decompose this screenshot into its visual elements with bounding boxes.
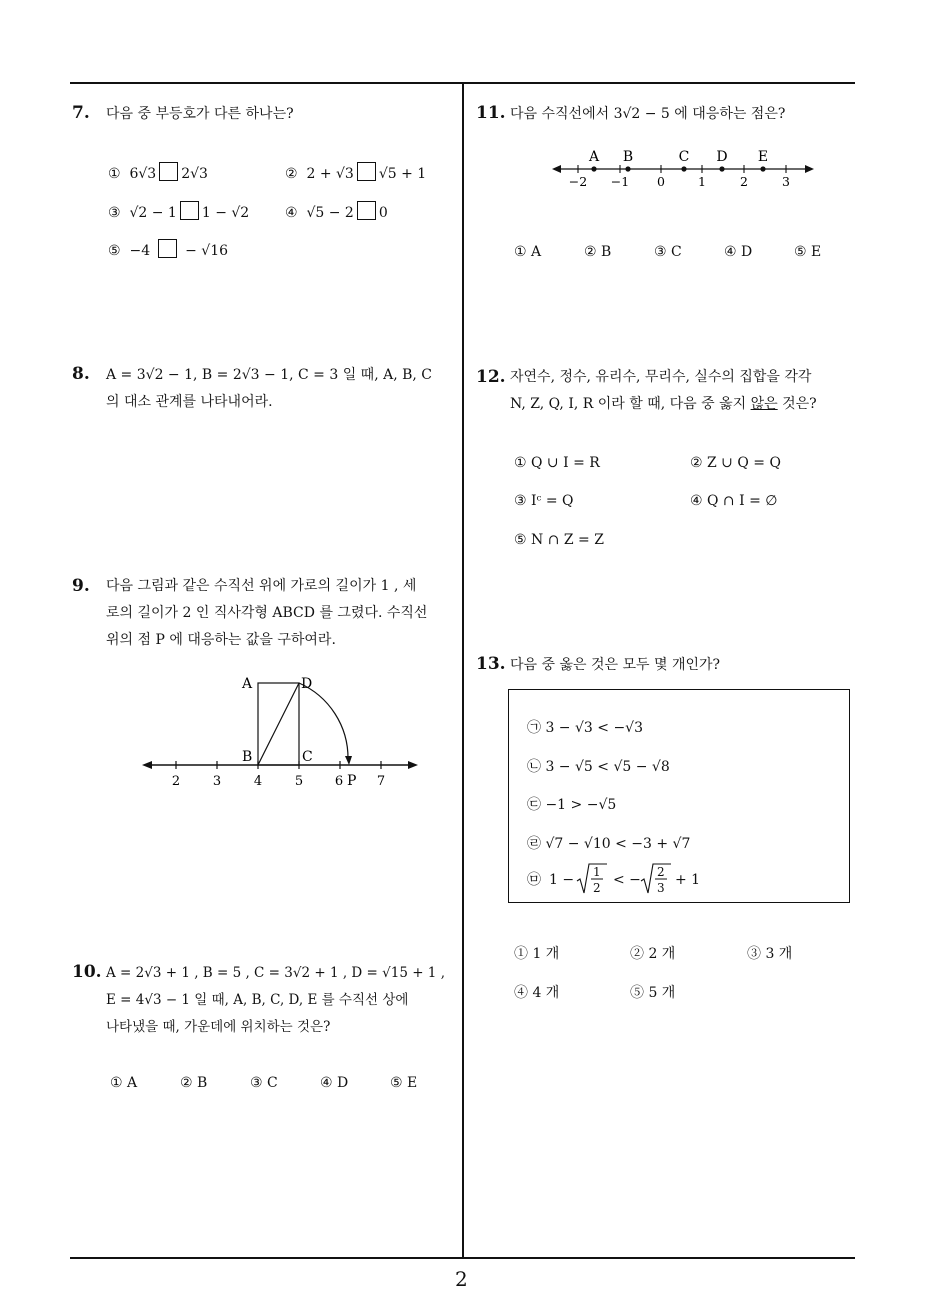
q9-tick-5: 5	[294, 774, 304, 789]
q9-number: 9.	[72, 576, 90, 596]
q11-point-e: E	[757, 149, 769, 165]
q13-option-4[interactable]: ④ 4 개	[514, 985, 560, 1001]
q11-option-2[interactable]: ② B	[584, 244, 612, 260]
q7-option-2[interactable]: ② 2 + √3 √5 + 1	[285, 162, 426, 182]
q12-option-3[interactable]: ③ Iᶜ = Q	[514, 493, 574, 509]
q10-option-3[interactable]: ③ C	[250, 1075, 278, 1091]
q9-tick-6: 6	[334, 774, 344, 789]
q13-item-1: ㉠ 3 − √3 < −√3	[527, 720, 644, 736]
q11-option-3[interactable]: ③ C	[654, 244, 682, 260]
blank-box	[159, 162, 178, 181]
q13-option-2[interactable]: ② 2 개	[630, 946, 676, 962]
svg-text:3: 3	[657, 881, 666, 895]
q12-option-4[interactable]: ④ Q ∩ I = ∅	[690, 493, 778, 509]
q11-text: 다음 수직선에서 3√2 − 5 에 대응하는 점은?	[510, 106, 786, 122]
q10-number: 10.	[72, 962, 102, 982]
svg-text:< −: < −	[613, 872, 642, 888]
q9-label-c: C	[302, 749, 313, 765]
q13-item-5	[527, 861, 715, 897]
q9-tick-4: 4	[253, 774, 263, 789]
q10-text: A = 2√3 + 1 , B = 5 , C = 3√2 + 1 , D = √15 + 1 , E = 4√3 − 1 일 때, A, B, C, D, E 를 수직선 상에 나타냈을 때, 가운데에 위치하는 것은?	[106, 965, 445, 1035]
q11-option-5[interactable]: ⑤ E	[794, 244, 822, 260]
q13-text: 다음 중 옳은 것은 모두 몇 개인가?	[510, 657, 721, 673]
q11-tick-0: 0	[657, 174, 665, 189]
q13-item-5-marker: ㉤	[527, 872, 541, 888]
q13-item-2: ㉡ 3 − √5 < √5 − √8	[527, 759, 670, 775]
q11-option-1[interactable]: ① A	[514, 244, 542, 260]
q7-option-4[interactable]: ④ √5 − 2 0	[285, 201, 388, 221]
svg-text:1: 1	[593, 865, 602, 879]
q12-option-5[interactable]: ⑤ N ∩ Z = Z	[514, 532, 604, 548]
q10-option-1[interactable]: ① A	[110, 1075, 138, 1091]
q11-tick-2: 2	[740, 174, 748, 189]
q10-option-2[interactable]: ② B	[180, 1075, 208, 1091]
q11-tick-neg1: −1	[610, 174, 630, 189]
q10-option-4[interactable]: ④ D	[320, 1075, 349, 1091]
q13-item-3: ㉢ −1 > −√5	[527, 797, 617, 813]
q13-number: 13.	[476, 654, 506, 674]
svg-text:1 −: 1 −	[549, 872, 575, 888]
q10-option-5[interactable]: ⑤ E	[390, 1075, 418, 1091]
q9-label-b: B	[242, 749, 253, 765]
q11-point-d: D	[716, 149, 728, 165]
svg-text:2: 2	[657, 865, 666, 879]
q9-figure	[140, 668, 430, 798]
q12-option-2[interactable]: ② Z ∪ Q = Q	[690, 455, 781, 471]
q13-item-4: ㉣ √7 − √10 < −3 + √7	[527, 836, 691, 852]
blank-box	[180, 201, 199, 220]
q9-label-d: D	[301, 676, 313, 692]
q13-option-5[interactable]: ⑤ 5 개	[630, 985, 676, 1001]
q13-option-1[interactable]: ① 1 개	[514, 946, 560, 962]
blank-box	[357, 162, 376, 181]
q11-point-a: A	[588, 149, 600, 165]
q9-tick-2: 2	[171, 774, 181, 789]
blank-box	[357, 201, 376, 220]
q8-text: A = 3√2 − 1, B = 2√3 − 1, C = 3 일 때, A, B, C 의 대소 관계를 나타내어라.	[106, 367, 433, 410]
q11-tick-3: 3	[782, 174, 790, 189]
q11-number: 11.	[476, 103, 506, 123]
q12-number: 12.	[476, 367, 506, 387]
q11-tick-1: 1	[698, 174, 706, 189]
q8-number: 8.	[72, 364, 90, 384]
q11-point-c: C	[678, 149, 690, 165]
svg-text:2: 2	[593, 881, 602, 895]
q13-option-3[interactable]: ③ 3 개	[747, 946, 793, 962]
q12-option-1[interactable]: ① Q ∪ I = R	[514, 455, 600, 471]
column-divider	[462, 82, 464, 1258]
bottom-rule	[70, 1257, 855, 1259]
q11-point-b: B	[622, 149, 634, 165]
q9-text: 다음 그림과 같은 수직선 위에 가로의 길이가 1 , 세 로의 길이가 2 인 직사각형 ABCD 를 그렸다. 수직선 위의 점 P 에 대응하는 값을 구하여라.	[106, 578, 428, 648]
q7-text: 다음 중 부등호가 다른 하나는?	[106, 106, 294, 122]
q12-text: 자연수, 정수, 유리수, 무리수, 실수의 집합을 각각 N, Z, Q, I, R 이라 할 때, 다음 중 옳지 않은 것은?	[510, 369, 817, 412]
q7-option-1[interactable]: ① 6√3 2√3	[108, 162, 208, 182]
q9-tick-7: 7	[376, 774, 386, 789]
page-number: 2	[455, 1267, 468, 1291]
blank-box	[158, 239, 177, 258]
q11-tick-neg2: −2	[568, 174, 588, 189]
svg-text:+ 1: + 1	[675, 872, 701, 888]
q11-number-line	[548, 144, 818, 194]
q9-label-p: P	[347, 773, 357, 789]
q7-option-3[interactable]: ③ √2 − 1 1 − √2	[108, 201, 249, 221]
q9-tick-3: 3	[212, 774, 222, 789]
q7-option-5[interactable]: ⑤ −4 − √16	[108, 239, 228, 259]
q11-option-4[interactable]: ④ D	[724, 244, 753, 260]
q7-number: 7.	[72, 103, 90, 123]
q9-label-a: A	[242, 676, 253, 692]
q13-item-5-formula	[545, 861, 715, 897]
